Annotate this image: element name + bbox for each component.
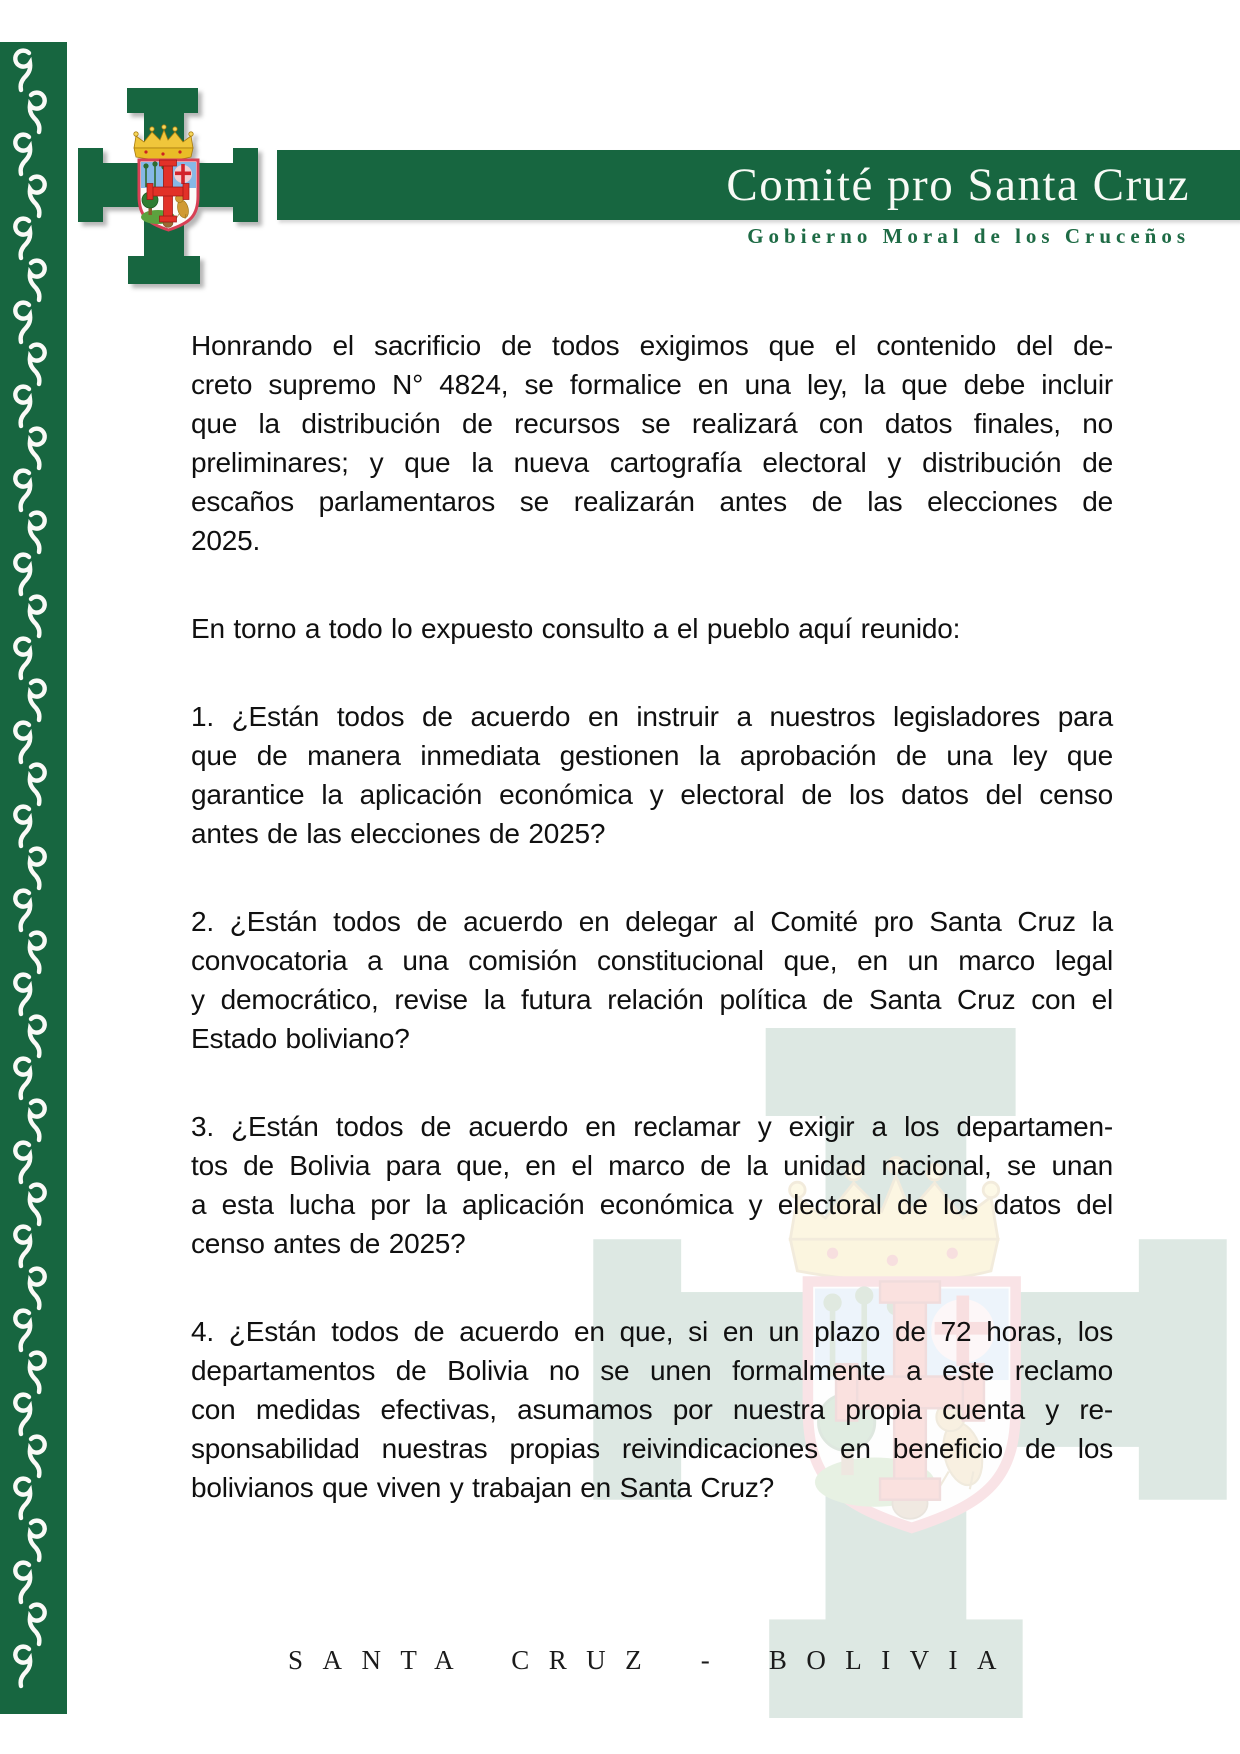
text-line: creto supremo N° 4824, se formalice en una ley, la que debe incluir <box>191 369 1113 400</box>
letter-body <box>191 326 1113 1556</box>
text-line: En torno a todo lo expuesto consulto a el pueblo aquí reunido: <box>191 613 961 644</box>
text-line: antes de las elecciones de 2025? <box>191 818 606 849</box>
comite-crest-logo <box>78 88 258 284</box>
text-line: que de manera inmediata gestionen la aprobación de una ley que <box>191 740 1113 771</box>
text-line: Honrando el sacrificio de todos exigimos que el contenido del de- <box>191 330 1113 361</box>
paragraph-2 <box>191 609 1113 648</box>
text-line: 1. ¿Están todos de acuerdo en instruir a nuestros legisladores para <box>191 701 1113 732</box>
text-line: bolivianos que viven y trabajan en Santa Cruz? <box>191 1472 775 1503</box>
text-line: a esta lucha por la aplicación económica y electoral de los datos del <box>191 1189 1113 1220</box>
paragraph-question-3 <box>191 1107 1113 1263</box>
text-line: 2025. <box>191 525 261 556</box>
text-line: 2. ¿Están todos de acuerdo en delegar al Comité pro Santa Cruz la <box>191 906 1113 937</box>
text-line: 3. ¿Están todos de acuerdo en reclamar y exigir a los departamen- <box>191 1111 1113 1142</box>
text-line: 4. ¿Están todos de acuerdo en que, si en un plazo de 72 horas, los <box>191 1316 1113 1347</box>
text-line: con medidas efectivas, asumamos por nuestra propia cuenta y re- <box>191 1394 1113 1425</box>
text-line: garantice la aplicación económica y electoral de los datos del censo <box>191 779 1113 810</box>
ornamental-border <box>0 42 67 1714</box>
paragraph-question-1 <box>191 697 1113 853</box>
organization-title: Comité pro Santa Cruz <box>726 159 1190 211</box>
text-line: que la distribución de recursos se realizará con datos finales, no <box>191 408 1113 439</box>
text-line: censo antes de 2025? <box>191 1228 466 1259</box>
header-banner <box>277 150 1240 220</box>
paragraph-question-2 <box>191 902 1113 1058</box>
paragraph-question-4 <box>191 1312 1113 1507</box>
text-line: escaños parlamentaros se realizarán antes de las elecciones de <box>191 486 1113 517</box>
paragraph-1 <box>191 326 1113 560</box>
text-line: departamentos de Bolivia no se unen formalmente a este reclamo <box>191 1355 1113 1386</box>
text-line: y democrático, revise la futura relación política de Santa Cruz con el <box>191 984 1113 1015</box>
text-line: sponsabilidad nuestras propias reivindicaciones en beneficio de los <box>191 1433 1113 1464</box>
footer-location: SANTA CRUZ - BOLIVIA <box>288 1645 1016 1675</box>
text-line: preliminares; y que la nueva cartografía electoral y distribución de <box>191 447 1113 478</box>
organization-subtitle: Gobierno Moral de los Cruceños <box>747 224 1190 248</box>
text-line: Estado boliviano? <box>191 1023 410 1054</box>
text-line: convocatoria a una comisión constitucional que, en un marco legal <box>191 945 1113 976</box>
text-line: tos de Bolivia para que, en el marco de la unidad nacional, se unan <box>191 1150 1113 1181</box>
